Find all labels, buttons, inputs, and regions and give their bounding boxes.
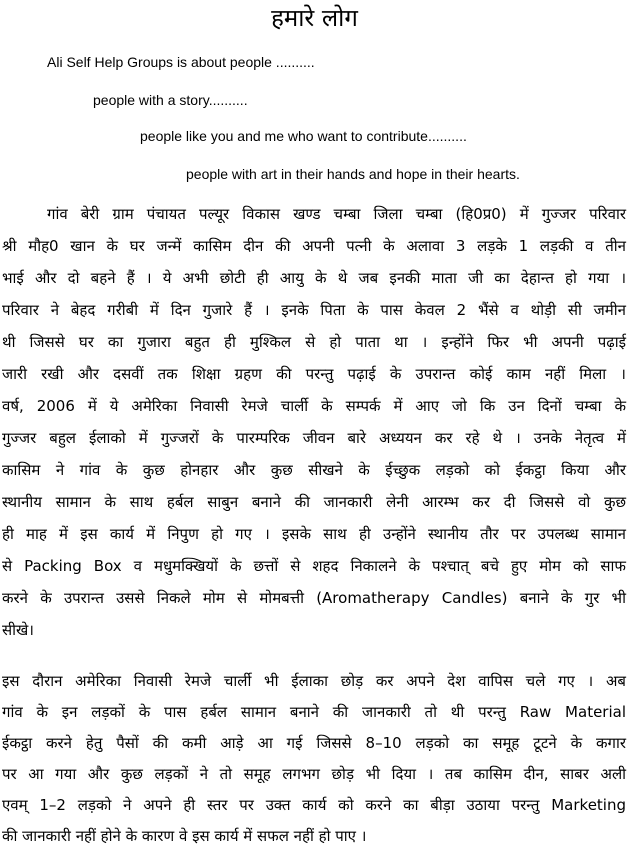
paragraph-line — [2, 390, 627, 422]
paragraph-line — [2, 790, 627, 821]
intro-line-art-hope: people with art in their hands and hope in their hearts. — [186, 166, 520, 182]
line-text: इस दौरान अमेरिका निवासी रेमजे चार्ली भी ईलाका छोड़ कर अपने देश वापिस चले गए । अब — [2, 672, 626, 690]
line-text: ईकट्ठा करने हेतु पैसों की कमी आड़े आ गई जिससे 8–10 लड़को का समूह टूटने के कगार — [2, 734, 626, 752]
paragraph-line — [2, 518, 627, 550]
paragraph-line — [2, 582, 627, 614]
line-text: गुज्जर बहुल ईलाको में गुज्जरों के पारम्परिक जीवन बारे अध्ययन कर रहे थे । उनके नेतृत्व में — [2, 429, 626, 447]
paragraph-line — [2, 294, 627, 326]
paragraph-line — [2, 614, 627, 646]
paragraph-line — [2, 358, 627, 390]
line-text: जारी रखी और दसवीं तक शिक्षा ग्रहण की परन्तु पढ़ाई के उपरान्त कोई काम नहीं मिला । — [2, 365, 626, 383]
line-text: परिवार ने बेहद गरीबी में दिन गुजारे हैं । इनके पिता के पास केवल 2 भैंसे व थोड़ी सी जमीन — [2, 301, 626, 319]
line-text: गांव के इन लड़कों के पास हर्बल सामान बनाने की जानकारी तो थी परन्तु Raw Material — [2, 703, 626, 721]
line-text: कासिम ने गांव के कुछ होनहार और कुछ सीखने के ईच्छुक लड़को को ईकट्ठा किया और — [2, 461, 626, 479]
paragraph-line — [2, 728, 627, 759]
paragraph-line — [2, 262, 627, 294]
paragraph-line — [2, 666, 627, 697]
intro-line-about-people: Ali Self Help Groups is about people .......... — [47, 54, 315, 70]
line-text: श्री मौह0 खान के घर जन्में कासिम दीन की अपनी पत्नी के अलावा 3 लड़के 1 लड़की व तीन — [2, 237, 626, 255]
intro-line-contribute: people like you and me who want to contribute.......... — [140, 128, 467, 144]
line-text: भाई और दो बहने हैं । ये अभी छोटी ही आयु के थे जब इनकी माता जी का देहान्त हो गया । — [2, 269, 626, 287]
paragraph-line — [2, 230, 627, 262]
paragraph-1 — [2, 198, 627, 646]
line-text: गांव बेरी ग्राम पंचायत पल्यूर विकास खण्ड चम्बा जिला चम्बा (हि0प्र0) में गुज्जर परिवार — [47, 205, 626, 223]
line-text: ही माह में इस कार्य में निपुण हो गए । इसके साथ ही उन्होंने स्थानीय तौर पर उपलब्ध सामान — [2, 525, 626, 543]
paragraph-line — [2, 422, 627, 454]
line-text: की जानकारी नहीं होने के कारण वे इस कार्य में सफल नहीं हो पाए । — [2, 827, 367, 845]
line-text: पर आ गया और कुछ लड़कों ने तो समूह लगभग छोड़ भी दिया । तब कासिम दीन, साबर अली — [2, 765, 626, 783]
line-text: थी जिससे घर का गुजारा बहुत ही मुश्किल से हो पाता था । इन्होंने फिर भी अपनी पढ़ाई — [2, 333, 626, 351]
paragraph-line — [2, 198, 627, 230]
line-text: वर्ष, 2006 में ये अमेरिका निवासी रेमजे चार्ली के सम्पर्क में आए जो कि उन दिनों चम्बा के — [2, 397, 626, 415]
line-text: से Packing Box व मधुमक्खियों के छत्तों से शहद निकालने के पश्चात् बचे हुए मोम को साफ — [2, 557, 626, 575]
paragraph-2 — [2, 666, 627, 852]
paragraph-line — [2, 821, 627, 852]
paragraph-line — [2, 454, 627, 486]
paragraph-line — [2, 550, 627, 582]
line-text: सीखे। — [2, 621, 34, 639]
line-text: एवम् 1–2 लड़को ने अपने ही स्तर पर उक्त कार्य को करने का बीड़ा उठाया परन्तु Marketing — [2, 796, 626, 814]
paragraph-line — [2, 486, 627, 518]
line-text: स्थानीय सामान के साथ हर्बल साबुन बनाने की जानकारी लेनी आरम्भ कर दी जिससे वो कुछ — [2, 493, 626, 511]
paragraph-line — [2, 326, 627, 358]
paragraph-line — [2, 759, 627, 790]
line-text: करने के उपरान्त उससे निकले मोम से मोमबत्ती (Aromatherapy Candles) बनाने के गुर भी — [2, 589, 626, 607]
page-title: हमारे लोग — [271, 4, 358, 32]
paragraph-line — [2, 697, 627, 728]
intro-line-story: people with a story.......... — [93, 92, 248, 108]
